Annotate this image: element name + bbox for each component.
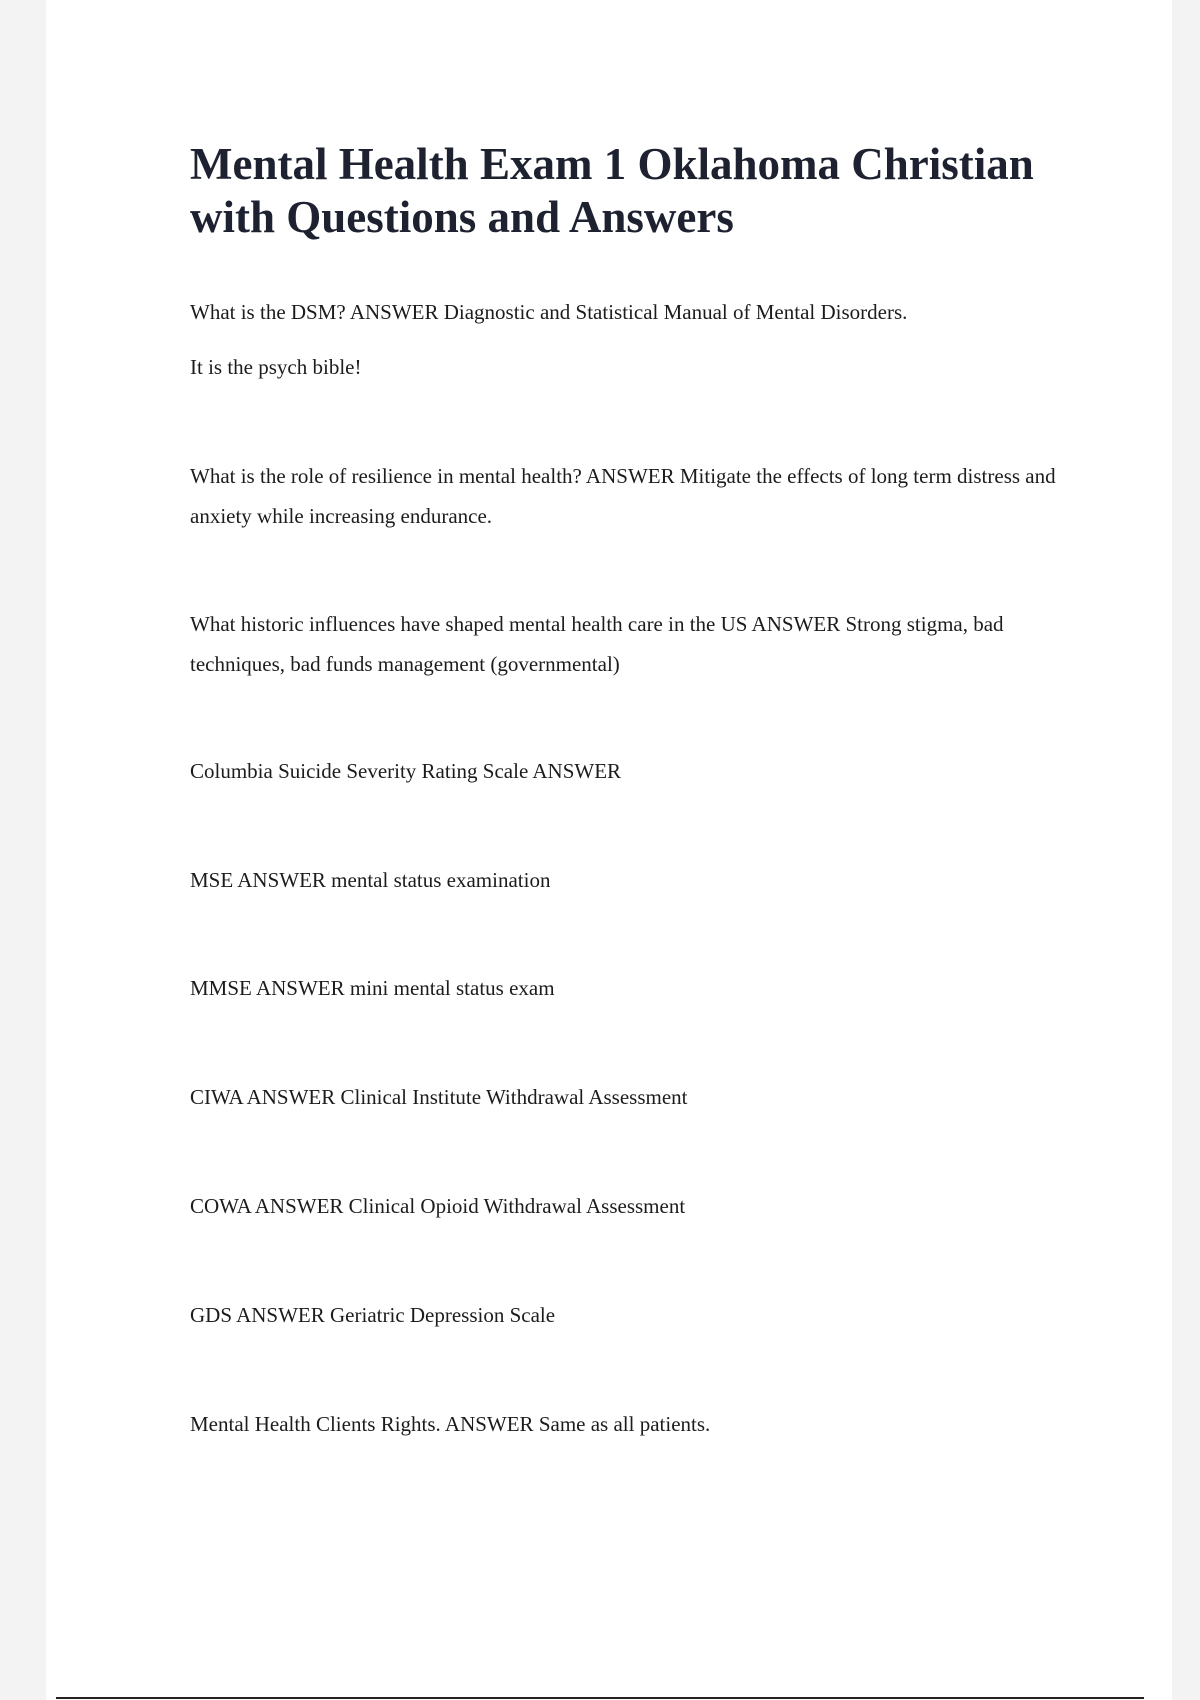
qa-entry-columbia-scale: Columbia Suicide Severity Rating Scale ANSWER [190,759,622,783]
qa-entry-cowa: COWA ANSWER Clinical Opioid Withdrawal Assessment [190,1194,686,1218]
qa-entry-dsm: What is the DSM? ANSWER Diagnostic and Statistical Manual of Mental Disorders. [190,300,908,324]
qa-entry-client-rights: Mental Health Clients Rights. ANSWER Same as all patients. [190,1412,711,1436]
page-bottom-divider [56,1697,1144,1699]
qa-entry-ciwa: CIWA ANSWER Clinical Institute Withdrawal Assessment [190,1085,688,1109]
document-title: Mental Health Exam 1 Oklahoma Christian with Questions and Answers [190,139,1034,242]
qa-entry-historic-influences: What historic influences have shaped mental health care in the US ANSWER Strong stigma, bad techniques, bad funds management (governmental) [190,612,1004,676]
document-page [46,0,1172,1700]
qa-entry-dsm-note: It is the psych bible! [190,355,362,379]
qa-entry-mse: MSE ANSWER mental status examination [190,868,551,892]
qa-entry-gds: GDS ANSWER Geriatric Depression Scale [190,1303,556,1327]
qa-entry-resilience: What is the role of resilience in mental health? ANSWER Mitigate the effects of long term distress and anxiety while increasing endurance. [190,464,1056,528]
qa-entry-mmse: MMSE ANSWER mini mental status exam [190,976,555,1000]
